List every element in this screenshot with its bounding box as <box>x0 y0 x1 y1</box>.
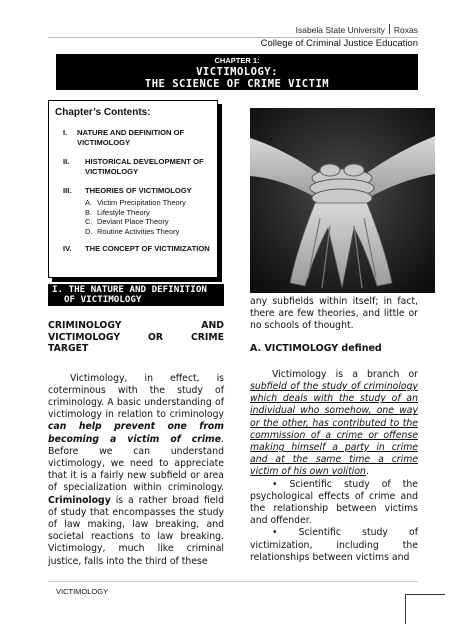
contents-item-text: THE CONCEPT OF VICTIMIZATION <box>85 244 210 253</box>
section-heading-line2: OF VICTIMOLOGY <box>64 294 142 305</box>
heading-victimology-defined: A. VICTIMOLOGY defined <box>250 342 382 354</box>
paragraph-victimology-definition: Victimology is a branch or subfield of the study of criminology which deals with the study of an individual who somehow, one way or the other, has contributed to the commission of a crime or offense making himself a party in crime and at the same time a crime victim of his own volition. <box>250 368 418 478</box>
contents-item-text: THEORIES OF VICTIMOLOGY <box>85 186 192 195</box>
chapter-contents-box <box>48 100 218 278</box>
right-column <box>250 296 418 564</box>
footer-divider <box>48 581 418 582</box>
chapter-title-line1: VICTIMOLOGY: <box>196 66 278 78</box>
bound-hands-photo <box>250 108 435 293</box>
contents-item-number: III. <box>63 186 72 195</box>
bullet-psychological-effects: • Scientific study of the psychological effects of crime and the relationship between victims and offender. <box>250 478 418 527</box>
theories-sublist <box>85 198 211 236</box>
chapter-title-line2: THE SCIENCE OF CRIME VICTIM <box>144 78 330 90</box>
contents-item-number: IV. <box>63 244 72 253</box>
section-heading-nature-definition <box>48 284 224 306</box>
header-separator <box>389 24 390 34</box>
contents-item <box>55 186 211 196</box>
bullet-victimization-study: • Scientific study of victimization, including the relationships between victims and <box>250 527 418 563</box>
left-column <box>48 320 224 568</box>
contents-item-text: NATURE AND DEFINITION OF VICTIMOLOGY <box>77 128 185 147</box>
paragraph-criminology: Victimology, in effect, is coterminous with the study of criminology. A basic understanding of victimology in relation to criminology can help prevent one from becoming a victim of crime. Before we can understand victimology, we need to appreciate that it is a fairly new subfield or area of specialization within criminology. Criminology is a rather broad field of study that encompasses the study of law making, law breaking, and societal reactions to law breaking. Victimology, much like criminal justice, falls into the third of these <box>48 372 224 567</box>
footer-page-box <box>405 594 445 624</box>
university-name: Isabela State University <box>295 25 385 35</box>
university-header <box>296 24 418 35</box>
paragraph-continuation: any subfields within itself; in fact, there are few theories, and little or no schools of thought. <box>250 296 418 332</box>
contents-item-number: II. <box>63 157 70 166</box>
subheading-criminology-victimology: CRIMINOLOGY AND VICTIMOLOGY OR CRIME TARGET <box>48 320 224 354</box>
contents-title: Chapter’s Contents: <box>55 107 151 118</box>
contents-item <box>55 157 211 177</box>
footer-label: VICTIMOLOGY <box>56 587 109 596</box>
bound-hands-image <box>250 108 435 293</box>
chapter-title-banner <box>56 54 418 90</box>
campus-name: Roxas <box>393 25 418 35</box>
contents-item-number: I. <box>63 128 68 137</box>
theory-item: D. Routine Activities Theory <box>85 226 180 236</box>
contents-item <box>55 244 211 254</box>
theory-item: C. Deviant Place Theory <box>85 217 169 226</box>
theory-item: A. Victim Precipitation Theory <box>85 198 186 207</box>
college-name: College of Criminal Justice Education <box>260 38 418 49</box>
section-heading-line1: I. THE NATURE AND DEFINITION <box>52 284 207 295</box>
theory-item: B. Lifestyle Theory <box>85 207 150 217</box>
contents-item-text: HISTORICAL DEVELOPMENT OF VICTIMOLOGY <box>85 157 204 176</box>
chapter-label: CHAPTER 1: <box>214 56 260 65</box>
contents-item <box>55 128 211 148</box>
